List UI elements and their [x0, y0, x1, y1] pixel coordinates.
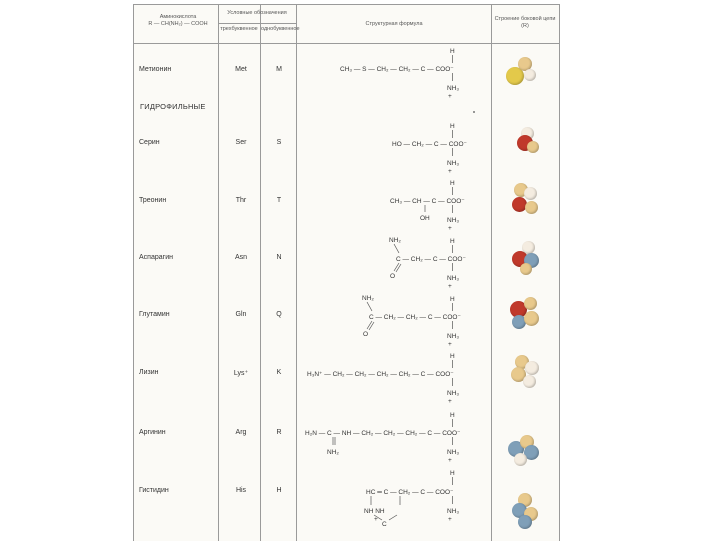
- formula-h: H: [450, 48, 455, 55]
- formula-h: H: [450, 296, 455, 303]
- amino-name-lysine: Лизин: [139, 369, 159, 376]
- amino-name-asparagine: Аспарагин: [139, 254, 173, 261]
- amino-name-serine: Серин: [139, 139, 160, 146]
- hydrogen-atom: [514, 453, 527, 466]
- hydrogen-atom: [525, 361, 539, 375]
- formula-nh3: NH₃: [447, 217, 460, 224]
- formula-nh3: NH₃: [447, 390, 460, 397]
- code1-asparagine: N: [276, 254, 282, 261]
- formula-nh3: NH₃: [447, 333, 460, 340]
- carbon-atom: [524, 297, 537, 310]
- formula-o: O: [390, 273, 396, 280]
- formula-threonine: [390, 180, 465, 232]
- formula-chain: CH₃ — S — CH₂ — CH₂ — C — COO⁻: [340, 66, 454, 73]
- formula-methionine: [340, 48, 459, 100]
- header-three-letter: трехбуквенное: [220, 26, 258, 32]
- formula-plus: +: [448, 398, 452, 405]
- formula-nh3: NH₃: [447, 508, 460, 515]
- hydrogen-atom: [523, 375, 536, 388]
- formula-plus: +: [374, 516, 378, 523]
- code1-lysine: K: [276, 369, 282, 376]
- header-notation: Условные обозначения: [227, 10, 287, 16]
- nitrogen-atom: [518, 515, 532, 529]
- header-amino-line2: R — CH(NH₂) — COOH: [148, 20, 208, 27]
- amino-acid-table: [133, 4, 560, 541]
- amino-name-glutamine: Глутамин: [139, 311, 170, 318]
- formula-histidine: [364, 470, 459, 528]
- structural-formulas: [134, 5, 559, 541]
- formula-nh3: NH₃: [447, 275, 460, 282]
- formula-chain: CH₃ — CH — C — COO⁻: [390, 198, 465, 205]
- hydrogen-atom: [524, 187, 537, 200]
- formula-plus: +: [448, 516, 452, 523]
- carbon-atom: [524, 311, 539, 326]
- formula-h: H: [450, 123, 455, 130]
- section-hydrophilic: ГИДРОФИЛЬНЫЕ: [140, 102, 206, 111]
- carbon-atom: [525, 201, 538, 214]
- formula-h: H: [450, 238, 455, 245]
- formula-plus: +: [448, 225, 452, 232]
- formula-plus: +: [448, 168, 452, 175]
- code1-glutamine: Q: [276, 311, 282, 318]
- code3-lysine: Lys⁺: [233, 370, 249, 377]
- formula-ring: NH NH: [364, 508, 385, 515]
- carbon-atom: [520, 263, 532, 275]
- header-side-chain: Строение боковой цепи (R): [494, 16, 556, 29]
- formula-h: H: [450, 412, 455, 419]
- code3-asparagine: Asn: [234, 254, 248, 261]
- code3-arginine: Arg: [235, 429, 247, 436]
- carbon-atom: [527, 141, 539, 153]
- code3-methionine: Met: [235, 66, 247, 73]
- formula-serine: [392, 123, 467, 175]
- formula-plus: +: [448, 93, 452, 100]
- formula-oh: OH: [420, 215, 430, 222]
- formula-nh2: NH₂: [389, 237, 401, 244]
- formula-plus: +: [448, 457, 452, 464]
- header-structural-formula: Структурная формула: [365, 21, 423, 27]
- formula-chain: H₂N — C — NH — CH₂ — CH₂ — CH₂ — C — COO⁻: [305, 430, 461, 437]
- code1-arginine: R: [276, 429, 282, 436]
- formula-ring-c: C: [382, 521, 387, 528]
- formula-plus: +: [448, 341, 452, 348]
- formula-h: H: [450, 180, 455, 187]
- amino-name-methionine: Метионин: [139, 66, 172, 73]
- formula-nh3: NH₃: [447, 85, 460, 92]
- code3-threonine: Thr: [235, 197, 247, 204]
- header-one-letter: однобуквенное: [261, 26, 300, 32]
- amino-name-histidine: Гистидин: [139, 487, 169, 494]
- code1-methionine: M: [276, 66, 282, 73]
- formula-chain: HC ═ C — CH₂ — C — COO⁻: [366, 489, 454, 496]
- code1-serine: S: [276, 139, 282, 146]
- hydrogen-atom: [524, 69, 536, 81]
- formula-glutamine: [362, 295, 461, 348]
- formula-chain: C — CH₂ — CH₂ — C — COO⁻: [369, 314, 461, 321]
- formula-lysine: [307, 353, 459, 405]
- formula-arginine: [305, 412, 461, 464]
- formula-h: H: [450, 353, 455, 360]
- formula-nh3: NH₃: [447, 160, 460, 167]
- amino-name-arginine: Аргинин: [139, 429, 166, 436]
- formula-plus: +: [448, 283, 452, 290]
- formula-nh2: NH₂: [362, 295, 374, 302]
- formula-nh2: NH₂: [327, 449, 339, 456]
- amino-name-threonine: Треонин: [139, 197, 167, 204]
- formula-h: H: [450, 470, 455, 477]
- formula-asparagine: [389, 237, 466, 290]
- code1-histidine: H: [276, 487, 282, 494]
- formula-nh3: NH₃: [447, 449, 460, 456]
- code3-serine: Ser: [235, 139, 247, 146]
- code3-glutamine: Gln: [235, 311, 247, 318]
- header-amino-line1: Аминокислота: [159, 14, 197, 20]
- code1-threonine: T: [276, 197, 282, 204]
- code3-histidine: His: [235, 487, 247, 494]
- formula-chain: HO — CH₂ — C — COO⁻: [392, 141, 467, 148]
- formula-chain: C — CH₂ — C — COO⁻: [396, 256, 466, 263]
- formula-o: O: [363, 331, 369, 338]
- formula-chain: H₃N⁺ — CH₂ — CH₂ — CH₂ — CH₂ — C — COO⁻: [307, 371, 454, 378]
